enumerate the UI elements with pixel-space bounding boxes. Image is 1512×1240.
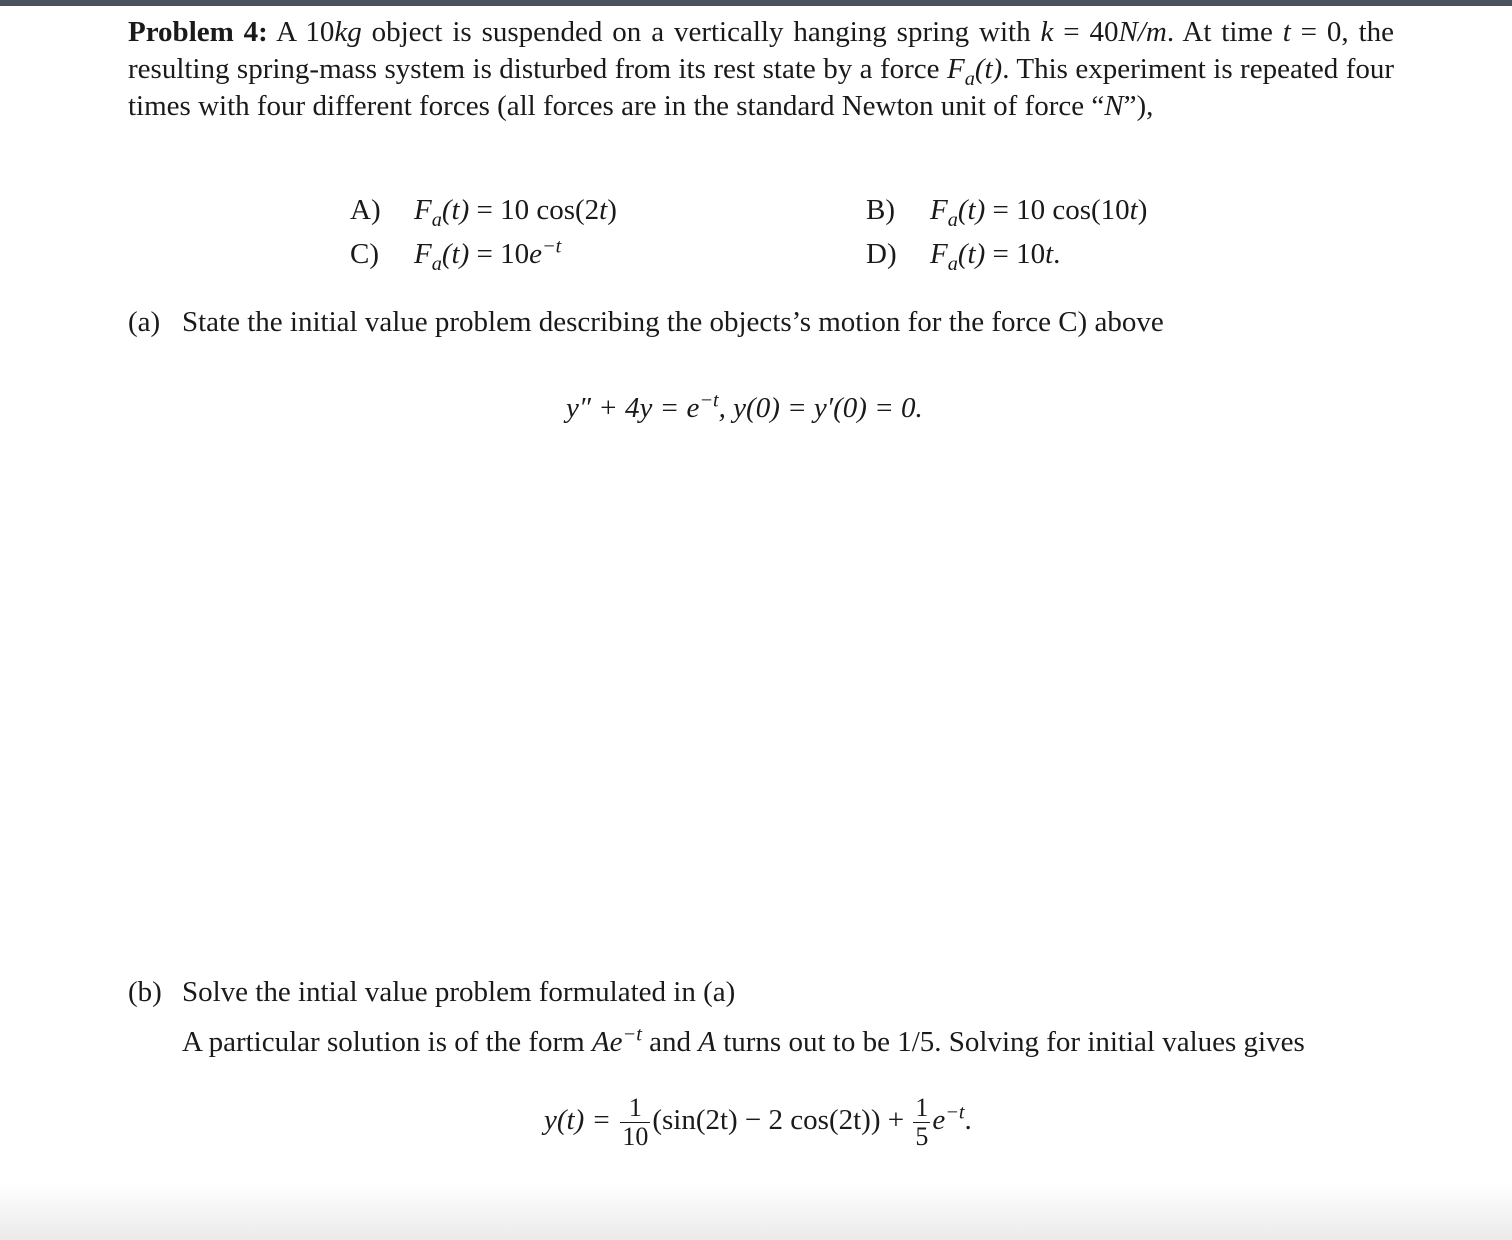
force-subscript: a xyxy=(947,252,958,275)
problem-text: = 0, the resulting spring-mass system is disturbed from its rest state by a force xyxy=(128,16,1394,85)
fraction-denominator: 10 xyxy=(622,1122,649,1151)
fraction-numerator: 1 xyxy=(620,1094,650,1123)
problem-statement xyxy=(128,14,1394,125)
unit-kg: kg xyxy=(334,16,362,48)
force-symbol: F xyxy=(414,238,432,270)
ode-initial-conditions: , y(0) = y′(0) = 0. xyxy=(718,392,923,424)
force-rhs-end: . xyxy=(1053,238,1061,270)
ode-lhs: y″ + 4y = e xyxy=(566,392,700,424)
choice-label: A) xyxy=(350,194,381,226)
force-exponent: −t xyxy=(541,235,562,258)
choice-a xyxy=(350,192,617,229)
force-variable: t xyxy=(1045,238,1054,270)
force-variable: e xyxy=(529,238,542,270)
particular-form: Ae xyxy=(591,1026,623,1058)
choice-label: D) xyxy=(866,238,897,270)
part-b-answer xyxy=(182,1024,1394,1061)
answer-text: A particular solution is of the form xyxy=(182,1026,592,1058)
choice-label: C) xyxy=(350,238,379,270)
force-subscript: a xyxy=(431,252,442,275)
force-rhs-end: ) xyxy=(1137,194,1148,226)
force-subscript: a xyxy=(964,67,975,90)
part-a-question xyxy=(128,304,1164,341)
problem-text: A 10 xyxy=(267,16,335,48)
force-rhs: = 10 xyxy=(469,238,530,270)
problem-text: . At time xyxy=(1166,16,1283,48)
unit-n-per-m: N/m xyxy=(1118,16,1167,48)
force-argument: (t) xyxy=(957,194,986,226)
solution-exp: e xyxy=(932,1104,946,1137)
answer-text: and xyxy=(641,1026,699,1058)
problem-text: ”), xyxy=(1123,90,1154,122)
ode-exponent: −t xyxy=(699,389,719,412)
force-rhs: = 10 cos(2 xyxy=(469,194,600,226)
fraction-numerator: 1 xyxy=(915,1093,929,1122)
force-rhs: = 10 xyxy=(985,238,1046,270)
force-variable: t xyxy=(1129,194,1138,226)
part-a-text: State the initial value problem describing the objects’s motion for the force C) above xyxy=(182,306,1164,338)
part-b-text: Solve the intial value problem formulated in (a) xyxy=(182,976,736,1008)
part-a-equation xyxy=(566,390,923,427)
solution-equation xyxy=(544,1094,972,1151)
fraction-one-tenth xyxy=(620,1094,650,1151)
particular-exponent: −t xyxy=(622,1023,642,1046)
force-argument: (t) xyxy=(974,53,1003,85)
problem-text: . This experiment is repeated four times with four different forces (all forces are in the standard Newton unit of force “ xyxy=(128,53,1395,122)
time-variable: t xyxy=(1282,16,1291,48)
force-symbol: F xyxy=(930,238,948,270)
solution-exponent: −t xyxy=(945,1101,965,1124)
force-symbol: F xyxy=(414,194,432,226)
choice-b xyxy=(866,192,1147,229)
answer-text: turns out to be 1/5. Solving for initial values gives xyxy=(715,1026,1305,1058)
fraction-denominator: 5 xyxy=(915,1122,929,1151)
fraction-one-fifth xyxy=(913,1094,930,1151)
choice-c xyxy=(350,236,561,273)
force-rhs-end: ) xyxy=(607,194,617,226)
force-argument: (t) xyxy=(957,238,986,270)
window-top-bar xyxy=(0,0,1512,6)
spring-constant-symbol: k xyxy=(1040,16,1054,48)
unit-newton: N xyxy=(1104,90,1124,122)
solution-lhs: y(t) = xyxy=(544,1104,619,1137)
force-subscript: a xyxy=(431,208,442,231)
part-b-label: (b) xyxy=(128,976,162,1008)
page-bottom-shade xyxy=(0,1184,1512,1240)
choice-label: B) xyxy=(866,194,895,226)
force-subscript: a xyxy=(947,208,958,231)
problem-heading: Problem 4: xyxy=(128,16,268,48)
force-symbol: F xyxy=(930,194,948,226)
force-rhs: = 10 cos(10 xyxy=(985,194,1130,226)
part-a-label: (a) xyxy=(128,306,161,338)
force-symbol: F xyxy=(946,53,965,85)
problem-text: = 40 xyxy=(1053,16,1119,48)
solution-trig-term: (sin(2t) − 2 cos(2t)) + xyxy=(652,1104,912,1137)
solution-end: . xyxy=(964,1104,972,1137)
part-b-question xyxy=(128,974,735,1011)
problem-text: object is suspended on a vertically hanging spring with xyxy=(361,16,1041,48)
choice-d xyxy=(866,236,1060,273)
force-argument: (t) xyxy=(441,238,470,270)
force-argument: (t) xyxy=(441,194,470,226)
force-variable: t xyxy=(599,194,608,226)
coefficient-symbol: A xyxy=(698,1026,716,1058)
